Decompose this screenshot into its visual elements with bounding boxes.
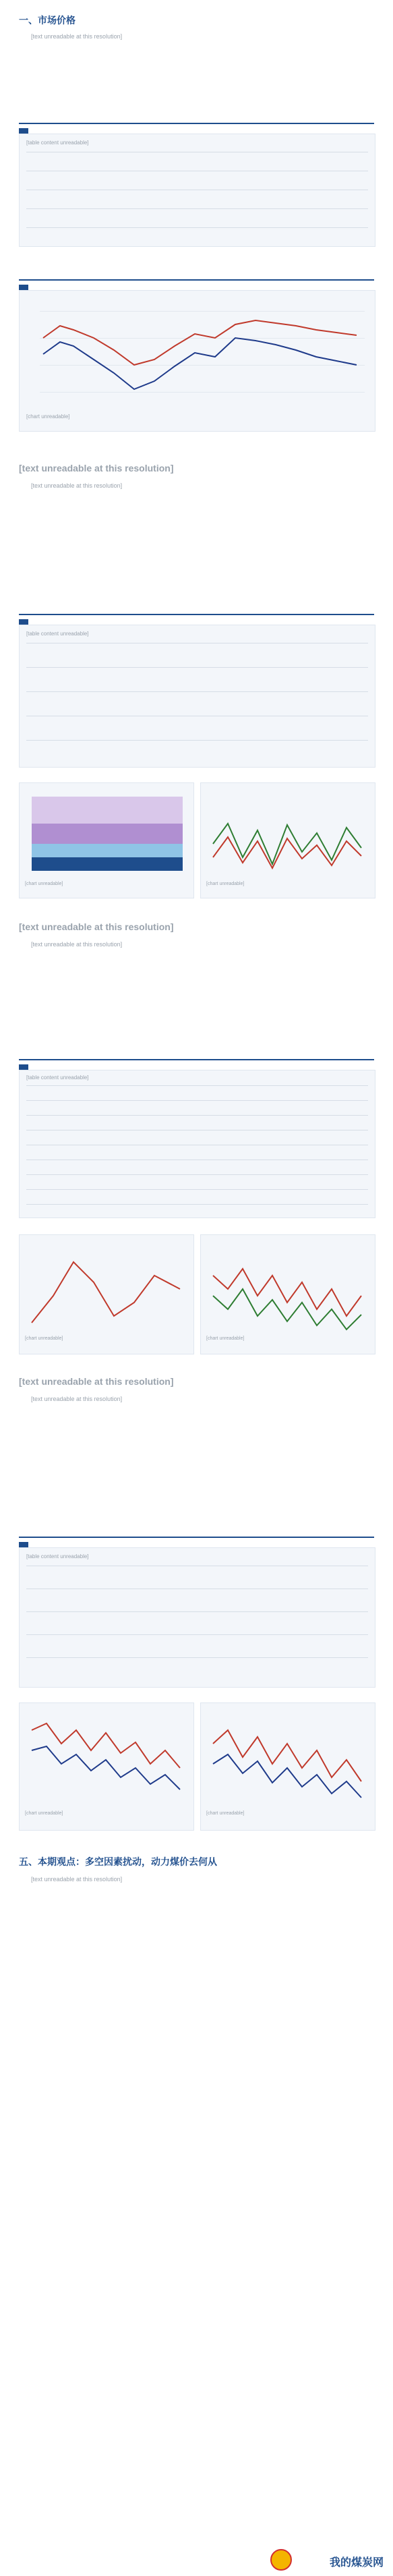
table-rule <box>26 1611 368 1612</box>
table3-placeholder: [table content unreadable] <box>26 1075 89 1081</box>
table-rule <box>26 1100 368 1101</box>
table-rule <box>26 740 368 741</box>
unreadable-text: [text unreadable at this resolution] <box>31 482 123 489</box>
chart5-series-red <box>213 1269 361 1316</box>
section5-text <box>19 1874 374 2535</box>
table3-header <box>19 1059 374 1070</box>
table-rule <box>26 1189 368 1190</box>
table-rule <box>26 1657 368 1658</box>
chart5-body <box>200 1234 375 1354</box>
table-rule <box>26 208 368 209</box>
table4-placeholder: [table content unreadable] <box>26 1553 89 1559</box>
chart7-series-red <box>213 1730 361 1781</box>
section2-text <box>19 480 374 495</box>
table4-header <box>19 1537 374 1547</box>
unreadable-title: [text unreadable at this resolution] <box>19 463 174 474</box>
chart2-body <box>19 782 194 898</box>
chart1-lines <box>20 291 375 431</box>
chart3-placeholder: [chart unreadable] <box>206 882 245 886</box>
section1-text <box>19 31 374 46</box>
table1-body <box>19 134 375 247</box>
chart4-body <box>19 1234 194 1354</box>
chart3-body <box>200 782 375 898</box>
table-rule <box>26 227 368 228</box>
chart2-area <box>20 783 193 898</box>
chart3-bars <box>201 783 375 898</box>
chart4-placeholder: [chart unreadable] <box>25 1336 63 1341</box>
chart5-placeholder: [chart unreadable] <box>206 1336 245 1341</box>
table-rule <box>26 667 368 668</box>
chart2-placeholder: [chart unreadable] <box>25 882 63 886</box>
table-rule <box>26 1085 368 1086</box>
chart7-placeholder: [chart unreadable] <box>206 1811 245 1816</box>
chart4-series-red <box>32 1262 180 1323</box>
chart1-placeholder: [chart unreadable] <box>26 413 70 420</box>
table1-placeholder: [table content unreadable] <box>26 140 89 146</box>
unreadable-text: [text unreadable at this resolution] <box>31 941 123 948</box>
chart3-series-green <box>213 824 361 864</box>
table-rule <box>26 1174 368 1175</box>
watermark-site: 我的煤炭网 <box>329 2557 384 2569</box>
unreadable-title: [text unreadable at this resolution] <box>19 921 174 932</box>
section2-title <box>19 463 374 474</box>
chart1-body <box>19 290 375 432</box>
chart1-header <box>19 279 374 290</box>
chart6-series-red <box>32 1723 180 1768</box>
table-rule <box>26 1204 368 1205</box>
chart2-layer <box>32 857 183 871</box>
chart6-series-blue <box>32 1746 180 1790</box>
chart1-series-red <box>43 320 357 365</box>
unreadable-text: [text unreadable at this resolution] <box>31 1876 123 1883</box>
table2-body <box>19 625 375 768</box>
chart6-placeholder: [chart unreadable] <box>25 1811 63 1816</box>
section4-text <box>19 1394 374 1408</box>
section1-title: 一、市场价格 <box>19 15 75 26</box>
section4-title <box>19 1376 374 1387</box>
chart5-series-green <box>213 1289 361 1329</box>
table2-placeholder: [table content unreadable] <box>26 631 89 637</box>
watermark-logo-icon <box>270 2549 292 2571</box>
table-rule <box>26 1588 368 1589</box>
section3-text <box>19 939 374 954</box>
chart1-series-blue <box>43 338 357 389</box>
unreadable-title: [text unreadable at this resolution] <box>19 1376 174 1387</box>
section5-title: 五、本期观点：多空因素扰动，动力煤价去何从 <box>19 1856 217 1867</box>
section3-title <box>19 921 374 932</box>
chart7-body <box>200 1702 375 1831</box>
chart7-series-blue <box>213 1754 361 1798</box>
table3-body <box>19 1070 375 1218</box>
table-rule <box>26 1634 368 1635</box>
footer <box>0 2543 393 2576</box>
table2-header <box>19 614 374 625</box>
unreadable-text: [text unreadable at this resolution] <box>31 33 123 40</box>
table4-body <box>19 1547 375 1688</box>
chart6-body <box>19 1702 194 1831</box>
table-rule <box>26 691 368 692</box>
unreadable-text: [text unreadable at this resolution] <box>31 1396 123 1402</box>
table-rule <box>26 1115 368 1116</box>
table1-header <box>19 123 374 134</box>
